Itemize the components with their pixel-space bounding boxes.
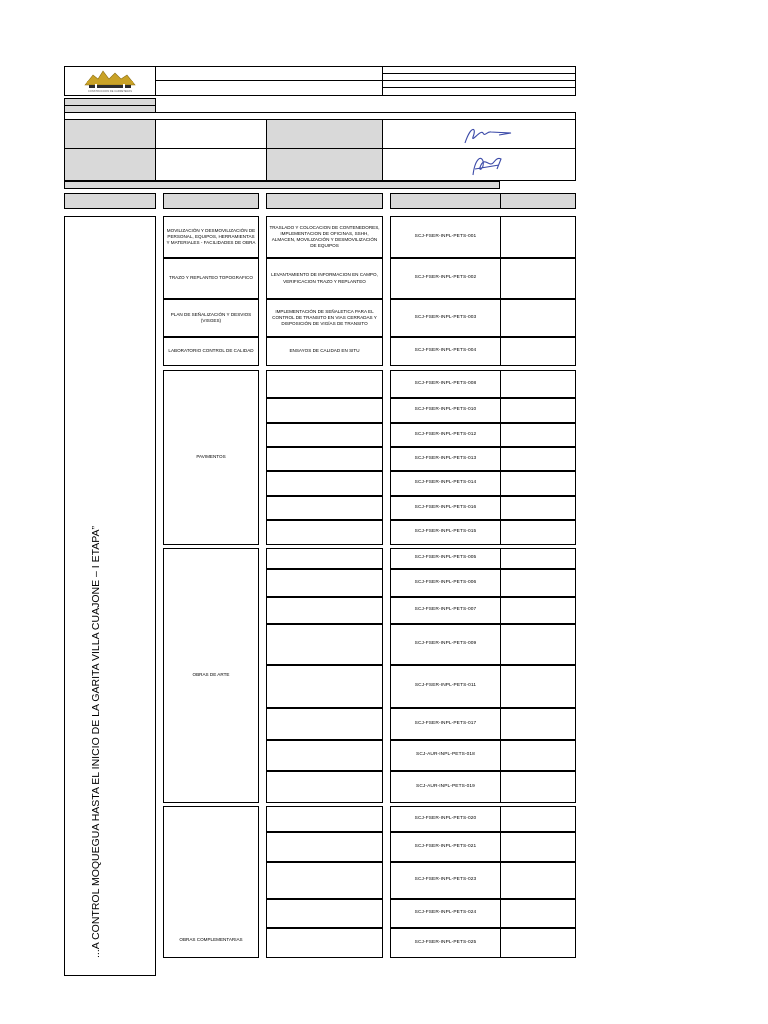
activity-task-2: LEVANTAMIENTO DE INFORMACION EN CAMPO, VERIFICACION TRAZO Y REPLANTEO: [266, 258, 383, 299]
obras-arte-extra-6: [500, 708, 576, 740]
obras-comp-task-5: [266, 928, 383, 958]
pavimentos-task-4: [266, 447, 383, 471]
obras-arte-task-3: [266, 597, 383, 624]
obras-arte-extra-2: [500, 569, 576, 597]
sign-role-1: [266, 119, 383, 149]
obras-arte-task-4: [266, 624, 383, 665]
pavimentos-code-3: SCJ-FSER-INPL-PETS-012: [390, 423, 501, 447]
signature-1-icon: [461, 123, 521, 147]
activity-group-4: LABORATORIO CONTROL DE CALIDAD: [163, 337, 259, 366]
activity-extra-1: [500, 216, 576, 258]
obras-comp-extra-1: [500, 806, 576, 832]
obras-arte-extra-3: [500, 597, 576, 624]
sign-name-1: [155, 119, 267, 149]
pavimentos-task-5: [266, 471, 383, 496]
obras-comp-extra-5: [500, 928, 576, 958]
obras-arte-extra-5: [500, 665, 576, 708]
pavimentos-extra-6: [500, 496, 576, 520]
pavimentos-extra-4: [500, 447, 576, 471]
obras-comp-task-2: [266, 832, 383, 862]
signature-1: [382, 119, 576, 149]
activity-extra-2: [500, 258, 576, 299]
pavimentos-task-7: [266, 520, 383, 545]
obras-arte-extra-7: [500, 740, 576, 771]
obras-arte-code-7: SCJ-AUR-INPL-PETS-018: [390, 740, 501, 771]
logo-box: [64, 66, 156, 96]
spacer-row: [64, 181, 500, 189]
col-header-1: [64, 193, 156, 209]
activity-extra-4: [500, 337, 576, 366]
obras-comp-extra-2: [500, 832, 576, 862]
obras-arte-code-8: SCJ-AUR-INPL-PETS-019: [390, 771, 501, 803]
pavimentos-code-6: SCJ-FSER-INPL-PETS-016: [390, 496, 501, 520]
signature-2: [382, 148, 576, 181]
obras-arte-code-4: SCJ-FSER-INPL-PETS-009: [390, 624, 501, 665]
pavimentos-code-1: SCJ-FSER-INPL-PETS-008: [390, 370, 501, 398]
obras-arte-task-7: [266, 740, 383, 771]
sign-name-2: [155, 148, 267, 181]
pavimentos-task-1: [266, 370, 383, 398]
pavimentos-task-3: [266, 423, 383, 447]
obras-arte-task-2: [266, 569, 383, 597]
obras-comp-extra-4: [500, 899, 576, 928]
col-header-3: [266, 193, 383, 209]
activity-extra-3: [500, 299, 576, 337]
header-title-row-2: [155, 80, 383, 96]
obras-arte-code-2: SCJ-FSER-INPL-PETS-006: [390, 569, 501, 597]
obras-arte-task-8: [266, 771, 383, 803]
group-obras-de-arte: OBRAS DE ARTE: [163, 548, 259, 803]
pavimentos-extra-3: [500, 423, 576, 447]
activity-code-2: SCJ-FSER-INPL-PETS-002: [390, 258, 501, 299]
obras-arte-code-6: SCJ-FSER-INPL-PETS-017: [390, 708, 501, 740]
pavimentos-extra-1: [500, 370, 576, 398]
obras-comp-code-1: SCJ-FSER-INPL-PETS-020: [390, 806, 501, 832]
activity-task-3: IMPLEMENTACIÓN DE SEÑALETICA PARA EL CONTROL DE TRANSITO EN VIAS CERRADAS Y DISPOSICIÓN DE VIGÍAS DE TRANSITO: [266, 299, 383, 337]
sign-role-2: [266, 148, 383, 181]
obras-comp-task-1: [266, 806, 383, 832]
obras-comp-extra-3: [500, 862, 576, 899]
group-pavimentos: PAVIMENTOS: [163, 370, 259, 545]
activity-group-1: MOVILIZACIÓN Y DESMOVILIZACIÓN DE PERSONAL, EQUIPOS, HERRAMIENTAS Y MATERIALES - FACILIDADES DE OBRA: [163, 216, 259, 258]
obras-arte-code-3: SCJ-FSER-INPL-PETS-007: [390, 597, 501, 624]
pavimentos-task-6: [266, 496, 383, 520]
pavimentos-extra-5: [500, 471, 576, 496]
obras-comp-task-4: [266, 899, 383, 928]
col-header-2: [163, 193, 259, 209]
signature-2-icon: [469, 151, 509, 181]
activity-group-2: TRAZO Y REPLANTEO TOPOGRAFICO: [163, 258, 259, 299]
activity-code-3: SCJ-FSER-INPL-PETS-003: [390, 299, 501, 337]
sign-label-1: [64, 119, 156, 149]
header-meta-4: [382, 87, 576, 96]
activity-task-4: ENSAYOS DE CALIDAD EN SITU: [266, 337, 383, 366]
group-obras-complementarias: OBRAS COMPLEMENTARIAS: [163, 806, 259, 958]
sign-label-2: [64, 148, 156, 181]
obras-comp-code-4: SCJ-FSER-INPL-PETS-024: [390, 899, 501, 928]
pavimentos-code-2: SCJ-FSER-INPL-PETS-010: [390, 398, 501, 423]
obras-arte-code-1: SCJ-FSER-INPL-PETS-005: [390, 548, 501, 569]
obras-comp-code-5: SCJ-FSER-INPL-PETS-025: [390, 928, 501, 958]
pavimentos-code-7: SCJ-FSER-INPL-PETS-015: [390, 520, 501, 545]
obras-arte-task-5: [266, 665, 383, 708]
activity-group-3: PLAN DE SEÑALIZACIÓN Y DESVIOS (VISGES): [163, 299, 259, 337]
obras-arte-task-1: [266, 548, 383, 569]
obras-arte-task-6: [266, 708, 383, 740]
pavimentos-code-4: SCJ-FSER-INPL-PETS-013: [390, 447, 501, 471]
activity-code-4: SCJ-FSER-INPL-PETS-004: [390, 337, 501, 366]
header-title-row-1: [155, 66, 383, 81]
obras-arte-extra-1: [500, 548, 576, 569]
obras-comp-task-3: [266, 862, 383, 899]
col-header-5: [500, 193, 576, 209]
col-header-4: [390, 193, 501, 209]
project-title: ...A CONTROL MOQUEGUA HASTA EL INICIO DE LA GARITA VILLA CUAJONE – I ETAPA”: [90, 526, 102, 958]
obras-comp-code-3: SCJ-FSER-INPL-PETS-023: [390, 862, 501, 899]
activity-task-1: TRASLADO Y COLOCACION DE CONTENEDORES, IMPLEMENTACION DE OFICINAS, SSHH, ALMACEN, MOVILIZACIÓN Y DESMOVILIZACIÓN DE EQUIPOS: [266, 216, 383, 258]
pavimentos-extra-7: [500, 520, 576, 545]
pavimentos-task-2: [266, 398, 383, 423]
obras-comp-code-2: SCJ-FSER-INPL-PETS-021: [390, 832, 501, 862]
logo-tagline: CONSTRUCCION DE CARRETERAS: [88, 90, 132, 93]
obras-arte-extra-8: [500, 771, 576, 803]
obras-arte-code-5: SCJ-FSER-INPL-PETS-011: [390, 665, 501, 708]
pavimentos-code-5: SCJ-FSER-INPL-PETS-014: [390, 471, 501, 496]
activity-code-1: SCJ-FSER-INPL-PETS-001: [390, 216, 501, 258]
pavimentos-extra-2: [500, 398, 576, 423]
obras-arte-extra-4: [500, 624, 576, 665]
project-column: [64, 216, 156, 976]
